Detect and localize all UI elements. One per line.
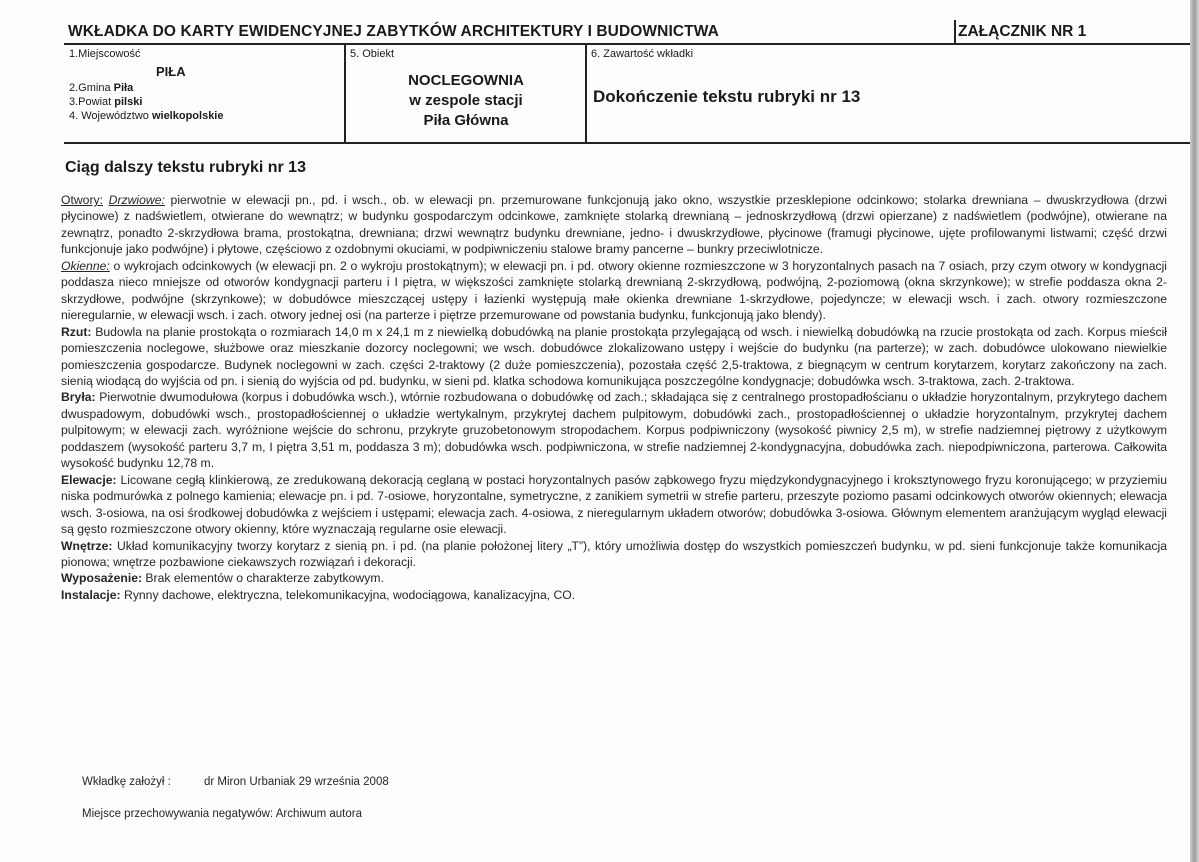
commune-label: 2.Gmina (69, 82, 114, 94)
header-top-rule (64, 43, 1190, 45)
place-value: PIŁA (156, 64, 186, 79)
voivodeship-label: 4. Województwo (69, 110, 152, 122)
elevations-text: Licowane cegłą klinkierową, ze zredukowaną dekoracją ceglaną w postaci horyzontalnych pasów ząbkowego fryzu międzykondygnacyjnego i kroksztynowego fryzu koronującego; w przyziemiu niska podmurówka z polnego kamienia; elewacje pn. i pd. 7-osiowe, horyzontalne, symetryczne, z zanikiem symetrii w strefie parteru, przeszyte poziomo pasami odcinkowych otworów okiennych; elewacja wsch. 3-osiowa, na osi środkowej dobudówka z wejściem i ustępami; elewacja zach. 4-osiowa, z nieregularnym układem otworów; dobudówka 3-osiowa. Głównym elementem aranżującym wygląd elewacji są gęsto rozmieszczone otwory okienny, które wyznaczają regularne osie elewacji. (61, 472, 1167, 537)
massing-text: Pierwotnie dwumodułowa (korpus i dobudówka wsch.), wtórnie rozbudowana o dobudówkę od zach.; składająca się z centralnego prostopadłościanu o układzie horyzontalnym, przykrytego dachem dwuspadowym, dobudówki wsch., prostopadłościennej o układzie wertykalnym, przykrytej dachem pulpitowym, dobudówki zach., prostopadłościennej o układzie horyzontalnym, przykrytej dachem pulpitowym; w elewacji zach. wyróżnione wejście do schronu, przykryte gruzobetonowym stropodachem. Korpus podpiwniczony (wysokość piwnicy 2,5 m), w strefie nadziemnej piętrowy z użytkowym poddaszem (wysokość parteru 3,7 m, I piętra 3,51 m, poddasza 3 m); dobudówka wsch. podpiwniczona, w strefie nadziemnej 2-kondygnacyjna, dobudówka zach. niepodpiwniczona, parterowa. Całkowita wysokość budynku 12,78 m. (61, 390, 1167, 471)
object-line-3: Piła Główna (423, 112, 509, 129)
header-bottom-rule (64, 142, 1190, 144)
plan-text: Budowla na planie prostokąta o rozmiarach 14,0 m x 24,1 m z niewielką dobudówką na planie prostokąta przylegającą od wsch. i niewielką dobudówką na rzucie prostokąta od zach. Korpus mieścił pomieszczenia noclegowe, służbowe oraz mieszkanie dozorcy noclegowni; we wsch. dobudówce zlokalizowano ustępy i wejście do budynku (na parterze); w zach. dobudówce ulokowano niewielkie pomieszczenia gospodarcze. Budynek noclegowni w zach. części 2-traktowy (2 duże pomieszczenia), pozostała część 2,5-traktowa, z biegnącym w centrum korytarzem, korytarz zakończony na zach. sienią wiodącą do wyjścia od pn. i sienią do wyjścia od pd. budynku, w sieni pd. klatka schodowa komunikująca poszczególne kondygnacje; dobudówka wsch. 3-traktowa, zach. 2-traktowa. (61, 324, 1167, 388)
author-label: Wkładkę założył : (82, 776, 171, 788)
negatives-label: Miejsce przechowywania negatywów: (82, 808, 274, 820)
object-line-1: NOCLEGOWNIA (408, 72, 524, 89)
openings-label: Otwory: (61, 193, 103, 207)
author-value: dr Miron Urbaniak 29 września 2008 (204, 776, 389, 788)
contents-label: 6. Zawartość wkładki (591, 48, 694, 60)
interior-label: Wnętrze: (61, 538, 113, 553)
negatives-value: Archiwum autora (275, 808, 362, 820)
object-name (349, 71, 583, 131)
furnishings-text: Brak elementów o charakterze zabytkowym. (142, 571, 384, 586)
doors-text: pierwotnie w elewacji pn., pd. i wsch., ob. w elewacji pn. przemurowane funkcjonują jako okno, wszystkie przesklepione odcinkowo; stolarka drewniana – dwuskrzydłowa (drzwi płycinowe) z nadświetlem, otwierane do wewnątrz; w budynku gospodarczym odcinkowe, zamknięte stolarką drewnianą – jednoskrzydłową (drzwi opierzane) z nadświetlem (podwójne), otwierane na zewnątrz, ponadto 2-skrzydłowa brama, prostokątna, drewniana; drzwi wewnątrz budynku drewniane, jedno- i dwuskrzydłowe, płycinowe (framugi płycinowe, ujęte profilowanymi listwami; część drzwi funkcjonuje jako podwójne) i płytowe, częściowo z ozdobnymi okuciami, w podpiwniczeniu stalowe bramy pancerne – bunkry przeciwlotnicze. (61, 193, 1167, 257)
voivodeship-line (69, 110, 223, 123)
paragraph-installations (61, 587, 1167, 603)
paragraph-massing (61, 389, 1167, 471)
annex-divider (954, 20, 956, 43)
county-label: 3.Powiat (69, 96, 115, 108)
place-label: 1.Miejscowość (69, 48, 141, 60)
massing-label: Bryła: (61, 390, 96, 405)
elevations-label: Elewacje: (61, 472, 117, 487)
furnishings-label: Wyposażenie: (61, 571, 143, 586)
object-divider (585, 44, 587, 142)
description-body (61, 192, 1167, 603)
section-title: Ciąg dalszy tekstu rubryki nr 13 (65, 159, 306, 176)
object-label: 5. Obiekt (350, 48, 395, 60)
scan-edge-shadow (1190, 0, 1199, 862)
paragraph-elevations (61, 472, 1167, 538)
negatives-line (82, 808, 362, 820)
doors-label: Drzwiowe: (108, 193, 165, 207)
paragraph-furnishings (61, 570, 1167, 586)
county-line (69, 96, 142, 109)
paragraph-windows (61, 258, 1167, 324)
windows-label: Okienne: (61, 258, 110, 273)
commune-line (69, 82, 133, 95)
annex-label: ZAŁĄCZNIK NR 1 (958, 23, 1087, 40)
county-value: pilski (114, 96, 143, 108)
contents-value: Dokończenie tekstu rubryki nr 13 (593, 87, 861, 106)
plan-label: Rzut: (61, 324, 92, 339)
paragraph-interior (61, 538, 1167, 571)
paragraph-plan (61, 324, 1167, 390)
windows-text: o wykrojach odcinkowych (w elewacji pn. 2 o wykroju prostokątnym); w elewacji pn. i pd. otwory okienne rozmieszczone w 3 horyzontalnych pasach na 7 osiach, przy czym otwory w kondygnacji poddasza nieco mniejsze od otworów kondygnacji parteru i I piętra, w większości zamknięte stolarką drewnianą 2-skrzydłową, podwójną, 2-poziomową (okna skrzynkowe); w strefie poddasza okna 2-skrzydłowe, podwójne (skrzynkowe); w dobudówce mieszczącej ustępy i łazienki występują małe okienka drewniane 1-skrzydłowe, pojedyncze; w elewacji wsch. i zach. otwory rozmieszczone nieregularnie, w elewacji wsch. i zach. otwory jednej osi (na parterze i piętrze przemurowane od powstania budynku, funkcjonują jako blendy). (61, 258, 1167, 323)
voivodeship-value: wielkopolskie (151, 110, 224, 122)
location-divider (344, 44, 346, 142)
object-line-2: w zespole stacji (409, 92, 523, 109)
installations-label: Instalacje: (61, 587, 121, 602)
form-title: WKŁADKA DO KARTY EWIDENCYJNEJ ZABYTKÓW ARCHITEKTURY I BUDOWNICTWA (68, 23, 719, 40)
commune-value: Piła (113, 82, 134, 94)
paragraph-doors (61, 192, 1167, 258)
interior-text: Układ komunikacyjny tworzy korytarz z sienią pn. i pd. (na planie położonej litery „T”), który umożliwia dostęp do wszystkich pomieszczeń budynku, w pd. sieni funkcjonuje także komunikacja pionowa; wnętrze pozbawione ciekawszych rozwiązań i dekoracji. (61, 538, 1167, 569)
installations-text: Rynny dachowe, elektryczna, telekomunikacyjna, wodociągowa, kanalizacyjna, CO. (120, 587, 576, 602)
